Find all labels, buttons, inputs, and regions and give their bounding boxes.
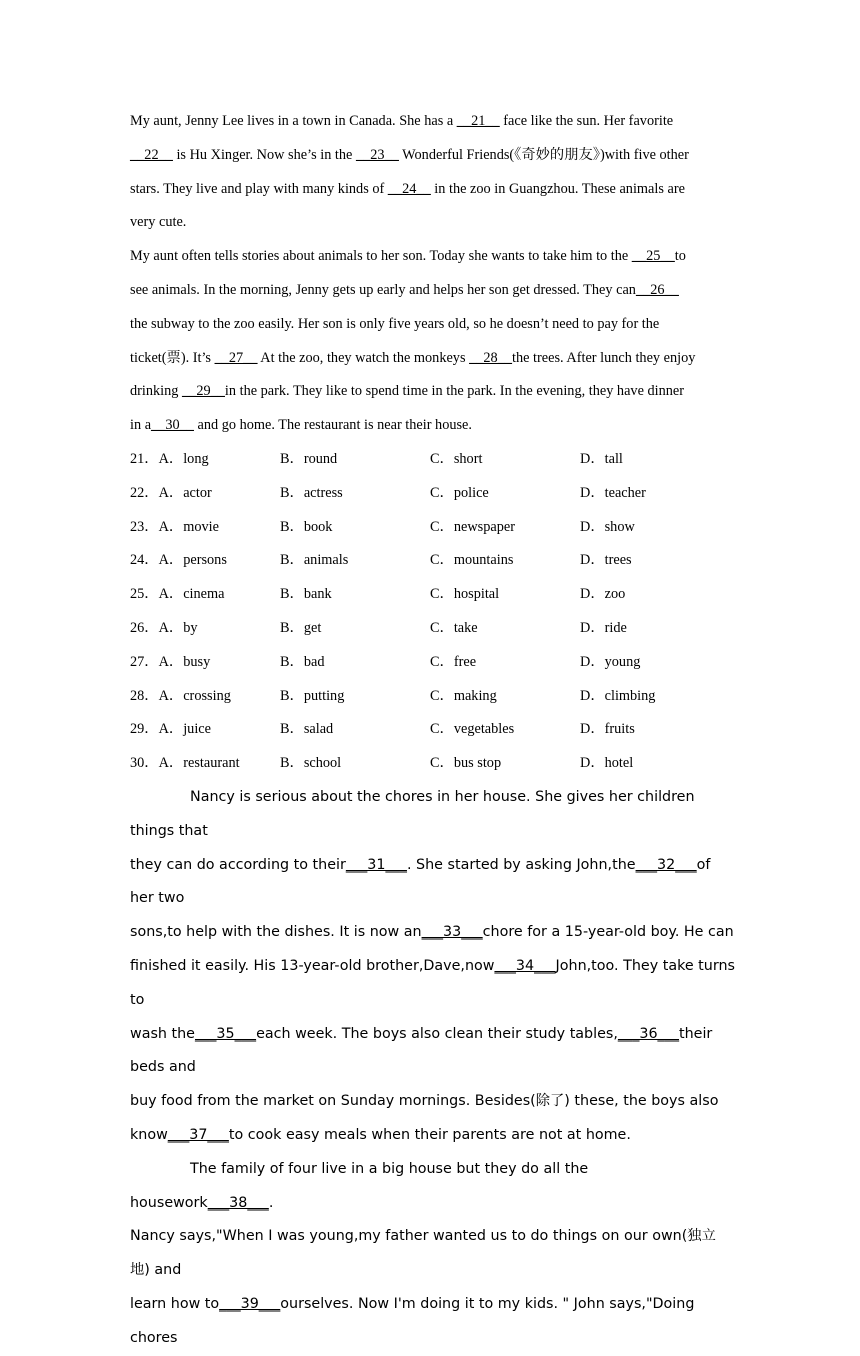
option-b: B．bank	[280, 586, 332, 603]
option-c: C．take	[430, 619, 478, 636]
option-a: 26．A．by	[130, 619, 198, 636]
blank-39: ___39___	[219, 1295, 281, 1312]
option-d: D．ride	[580, 619, 627, 636]
option-c: C．bus stop	[430, 755, 502, 772]
option-row	[130, 646, 735, 680]
text-line: in a__30__ and go home. The restaurant is near their house.	[130, 417, 472, 434]
blank-24: __24__	[387, 180, 431, 197]
text-line: ticket(票). It’s __27__ At the zoo, they watch the monkeys __28__the trees. After lunch they enjoy	[130, 349, 696, 366]
passage-1	[130, 105, 735, 443]
option-row	[130, 544, 735, 578]
option-b: B．round	[280, 451, 338, 467]
text-line: finished it easily. His 13-year-old brother,Dave,now___34___John,too. They take turns to	[130, 957, 735, 1008]
option-d: D．hotel	[580, 755, 634, 772]
option-b: B．putting	[280, 687, 345, 704]
text-line: the subway to the zoo easily. Her son is only five years old, so he doesn’t need to pay for the	[130, 315, 660, 332]
option-row	[130, 713, 735, 747]
option-a: 25．A．cinema	[130, 586, 225, 603]
text-line: Nancy is serious about the chores in her house. She gives her children things that	[130, 789, 695, 839]
option-row	[130, 578, 735, 612]
text-line: see animals. In the morning, Jenny gets up early and helps her son get dressed. They can__26__	[130, 281, 679, 298]
option-c: C．free	[430, 653, 477, 670]
blank-36: ___36___	[617, 1025, 679, 1042]
option-b: B．salad	[280, 721, 334, 738]
option-c: C．mountains	[430, 552, 514, 569]
option-d: D．young	[580, 653, 641, 670]
option-a: 28．A．crossing	[130, 687, 231, 704]
option-b: B．book	[280, 518, 333, 535]
answer-options	[130, 443, 735, 781]
option-b: B．actress	[280, 484, 343, 501]
text-line: My aunt often tells stories about animals to her son. Today she wants to take him to the __25__to	[130, 248, 686, 265]
option-row	[130, 680, 735, 714]
text-line: __22__ is Hu Xinger. Now she’s in the __23__ Wonderful Friends(《奇妙的朋友》)with five other	[130, 146, 689, 163]
option-c: C．vegetables	[430, 721, 515, 738]
blank-22: __22__	[130, 146, 173, 163]
blank-32: ___32___	[635, 856, 697, 873]
text-line: sons,to help with the dishes. It is now an___33___chore for a 15-year-old boy. He can	[130, 924, 734, 941]
option-row	[130, 612, 735, 646]
option-row	[130, 443, 735, 477]
blank-33: ___33___	[421, 924, 483, 941]
option-c: C．making	[430, 687, 497, 704]
option-c: C．short	[430, 451, 483, 467]
text-line: Nancy says,"When I was young,my father wanted us to do things on our own(独立地) and	[130, 1228, 716, 1279]
blank-31: ___31___	[345, 856, 407, 873]
blank-25: __25__	[631, 248, 675, 265]
option-d: D．climbing	[580, 687, 656, 704]
text-line: drinking __29__in the park. They like to spend time in the park. In the evening, they have dinner	[130, 383, 685, 400]
blank-37: ___37___	[167, 1126, 229, 1143]
option-row	[130, 511, 735, 545]
option-a: 23．A．movie	[130, 518, 219, 535]
option-a: 27．A．busy	[130, 653, 211, 670]
text-line: know___37___to cook easy meals when their parents are not at home.	[130, 1126, 631, 1143]
blank-30: __30__	[151, 417, 194, 434]
passage-2	[130, 781, 735, 1356]
text-line: stars. They live and play with many kinds of __24__ in the zoo in Guangzhou. These animals are	[130, 180, 685, 197]
blank-28: __28__	[469, 349, 512, 366]
blank-23: __23__	[355, 146, 399, 163]
blank-26: __26__	[635, 281, 679, 298]
option-a: 29．A．juice	[130, 721, 211, 738]
option-row	[130, 477, 735, 511]
option-d: D．teacher	[580, 484, 646, 501]
option-a: 24．A．persons	[130, 552, 227, 569]
blank-29: __29__	[182, 383, 225, 400]
blank-38: ___38___	[207, 1194, 269, 1211]
text-line: The family of four live in a big house but they do all the housework___38___.	[130, 1160, 589, 1211]
option-c: C．police	[430, 484, 489, 501]
option-c: C．hospital	[430, 586, 500, 603]
blank-35: ___35___	[194, 1025, 257, 1042]
option-row	[130, 747, 735, 781]
blank-21: __21__	[456, 113, 500, 129]
option-b: B．school	[280, 755, 342, 772]
option-a: 22．A．actor	[130, 484, 212, 501]
option-b: B．animals	[280, 552, 349, 569]
blank-27: __27__	[214, 349, 258, 366]
blank-34: ___34___	[494, 957, 556, 974]
option-b: B．get	[280, 619, 322, 636]
text-line: wash the___35___each week. The boys also clean their study tables,___36___their beds and	[130, 1025, 713, 1076]
text-line: My aunt, Jenny Lee lives in a town in Canada. She has a __21__ face like the sun. Her favorite	[130, 113, 674, 129]
option-d: D．tall	[580, 451, 623, 467]
text-line: learn how to___39___ourselves. Now I'm doing it to my kids. " John says,"Doing chores	[130, 1295, 695, 1346]
text-line: buy food from the market on Sunday mornings. Besides(除了) these, the boys also	[130, 1093, 719, 1110]
option-d: D．zoo	[580, 586, 626, 603]
text-line: very cute.	[130, 214, 187, 231]
option-d: D．trees	[580, 552, 632, 569]
option-a: 21．A．long	[130, 451, 209, 467]
option-a: 30．A．restaurant	[130, 755, 240, 772]
option-d: D．fruits	[580, 721, 635, 738]
option-b: B．bad	[280, 653, 325, 670]
option-d: D．show	[580, 518, 635, 535]
text-line: they can do according to their___31___. She started by asking John,the___32___of her two	[130, 856, 711, 907]
option-c: C．newspaper	[430, 518, 515, 535]
